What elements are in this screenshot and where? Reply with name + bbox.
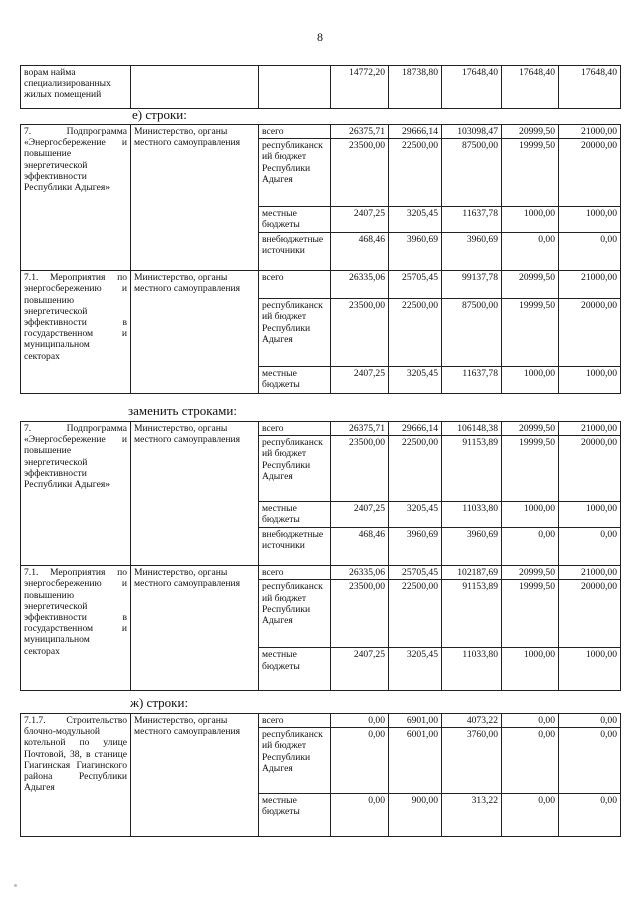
value-cell: 26335,06 xyxy=(331,566,389,580)
value-cell: 3960,69 xyxy=(389,528,442,566)
value-cell: 20999,50 xyxy=(502,125,559,139)
value-cell: 23500,00 xyxy=(331,436,389,502)
value-cell: 22500,00 xyxy=(389,299,442,367)
value-cell: 900,00 xyxy=(389,794,442,837)
continued-table-fragment xyxy=(20,65,621,109)
value-cell: 20999,50 xyxy=(502,422,559,436)
value-cell: 1000,00 xyxy=(559,648,621,691)
source-cell: местные бюджеты xyxy=(259,502,331,528)
value-cell: 0,00 xyxy=(502,794,559,837)
value-cell: 25705,45 xyxy=(389,566,442,580)
value-cell: 1000,00 xyxy=(502,648,559,691)
program-cell: ворам найма специализированных жилых помещений xyxy=(21,66,131,109)
value-cell: 20000,00 xyxy=(559,436,621,502)
value-cell: 106148,38 xyxy=(442,422,502,436)
source-cell: всего xyxy=(259,125,331,139)
value-cell: 21000,00 xyxy=(559,125,621,139)
value-cell: 21000,00 xyxy=(559,422,621,436)
value-cell: 2407,25 xyxy=(331,207,389,233)
value-cell: 11033,80 xyxy=(442,502,502,528)
section-label-replace: заменить строками: xyxy=(128,403,237,418)
program-cell: 7.1. Мероприятия по энергосбережению и повышению энергетической эффективности в государственном и муниципальном секторах xyxy=(21,566,131,691)
value-cell: 20999,50 xyxy=(502,271,559,299)
value-cell: 17648,40 xyxy=(559,66,621,109)
value-cell: 6001,00 xyxy=(389,728,442,794)
table-row xyxy=(21,125,621,139)
executor-cell: Министерство, органы местного самоуправления xyxy=(131,422,259,566)
value-cell: 19999,50 xyxy=(502,139,559,207)
value-cell: 99137,78 xyxy=(442,271,502,299)
section-label-e: е) строки: xyxy=(132,107,187,122)
source-cell: республиканский бюджет Республики Адыгея xyxy=(259,139,331,207)
section-label-zh: ж) строки: xyxy=(130,695,189,710)
value-cell: 87500,00 xyxy=(442,299,502,367)
value-cell: 0,00 xyxy=(502,233,559,271)
value-cell: 22500,00 xyxy=(389,139,442,207)
value-cell: 19999,50 xyxy=(502,436,559,502)
value-cell: 11033,80 xyxy=(442,648,502,691)
value-cell: 25705,45 xyxy=(389,271,442,299)
value-cell: 91153,89 xyxy=(442,436,502,502)
value-cell: 0,00 xyxy=(331,728,389,794)
replacement-table xyxy=(20,421,621,691)
block-zh-table xyxy=(20,713,621,837)
value-cell: 2407,25 xyxy=(331,502,389,528)
executor-cell: Министерство, органы местного самоуправления xyxy=(131,125,259,271)
value-cell: 11637,78 xyxy=(442,367,502,394)
value-cell: 103098,47 xyxy=(442,125,502,139)
program-cell: 7. Подпрограмма «Энергосбережение и повышение энергетической эффективности Республики Адыгея» xyxy=(21,125,131,271)
value-cell: 1000,00 xyxy=(502,207,559,233)
value-cell: 3205,45 xyxy=(389,207,442,233)
source-cell: республиканский бюджет Республики Адыгея xyxy=(259,580,331,648)
value-cell: 1000,00 xyxy=(502,367,559,394)
value-cell: 22500,00 xyxy=(389,436,442,502)
value-cell: 0,00 xyxy=(559,528,621,566)
value-cell: 20000,00 xyxy=(559,580,621,648)
value-cell: 3960,69 xyxy=(389,233,442,271)
program-cell: 7.1.7. Строительство блочно-модульной котельной по улице Почтовой, 38, в станице Гиагинская Гиагинского района Республики Адыгея xyxy=(21,714,131,837)
value-cell: 19999,50 xyxy=(502,299,559,367)
value-cell: 20000,00 xyxy=(559,299,621,367)
value-cell: 3205,45 xyxy=(389,367,442,394)
value-cell: 0,00 xyxy=(559,794,621,837)
value-cell: 87500,00 xyxy=(442,139,502,207)
source-cell: местные бюджеты xyxy=(259,367,331,394)
value-cell: 468,46 xyxy=(331,233,389,271)
value-cell: 0,00 xyxy=(559,728,621,794)
value-cell: 4073,22 xyxy=(442,714,502,728)
value-cell: 2407,25 xyxy=(331,648,389,691)
value-cell: 3960,69 xyxy=(442,528,502,566)
value-cell: 11637,78 xyxy=(442,207,502,233)
source-cell: республиканский бюджет Республики Адыгея xyxy=(259,728,331,794)
value-cell: 0,00 xyxy=(502,714,559,728)
value-cell: 0,00 xyxy=(502,528,559,566)
value-cell: 17648,40 xyxy=(442,66,502,109)
program-cell: 7. Подпрограмма «Энергосбережение и повышение энергетической эффективности Республики Адыгея» xyxy=(21,422,131,566)
source-cell: местные бюджеты xyxy=(259,207,331,233)
source-cell: всего xyxy=(259,566,331,580)
value-cell: 3205,45 xyxy=(389,648,442,691)
value-cell: 14772,20 xyxy=(331,66,389,109)
value-cell: 0,00 xyxy=(502,728,559,794)
value-cell: 313,22 xyxy=(442,794,502,837)
value-cell: 26335,06 xyxy=(331,271,389,299)
value-cell: 26375,71 xyxy=(331,422,389,436)
table-row xyxy=(21,422,621,436)
value-cell: 21000,00 xyxy=(559,271,621,299)
value-cell: 0,00 xyxy=(331,794,389,837)
value-cell: 0,00 xyxy=(559,714,621,728)
value-cell: 2407,25 xyxy=(331,367,389,394)
value-cell: 20999,50 xyxy=(502,566,559,580)
table-row xyxy=(21,714,621,728)
value-cell: 0,00 xyxy=(331,714,389,728)
source-cell: республиканский бюджет Республики Адыгея xyxy=(259,299,331,367)
value-cell: 23500,00 xyxy=(331,580,389,648)
value-cell: 21000,00 xyxy=(559,566,621,580)
value-cell: 91153,89 xyxy=(442,580,502,648)
value-cell: 23500,00 xyxy=(331,139,389,207)
value-cell: 1000,00 xyxy=(559,367,621,394)
source-cell: внебюджетные источники xyxy=(259,233,331,271)
source-cell: местные бюджеты xyxy=(259,794,331,837)
source-cell: местные бюджеты xyxy=(259,648,331,691)
source-cell xyxy=(259,66,331,109)
value-cell: 1000,00 xyxy=(502,502,559,528)
table-row xyxy=(21,566,621,580)
value-cell: 3760,00 xyxy=(442,728,502,794)
source-cell: внебюджетные источники xyxy=(259,528,331,566)
value-cell: 1000,00 xyxy=(559,207,621,233)
executor-cell: Министерство, органы местного самоуправления xyxy=(131,566,259,691)
value-cell: 17648,40 xyxy=(502,66,559,109)
source-cell: всего xyxy=(259,422,331,436)
source-cell: республиканский бюджет Республики Адыгея xyxy=(259,436,331,502)
program-cell: 7.1. Мероприятия по энергосбережению и повышению энергетической эффективности в государственном и муниципальном секторах xyxy=(21,271,131,394)
table-row xyxy=(21,66,621,109)
executor-cell xyxy=(131,66,259,109)
page-number: 8 xyxy=(317,30,323,44)
value-cell: 23500,00 xyxy=(331,299,389,367)
value-cell: 6901,00 xyxy=(389,714,442,728)
value-cell: 19999,50 xyxy=(502,580,559,648)
value-cell: 3205,45 xyxy=(389,502,442,528)
scan-artifact xyxy=(14,884,17,887)
source-cell: всего xyxy=(259,271,331,299)
block-e-table xyxy=(20,124,621,394)
executor-cell: Министерство, органы местного самоуправления xyxy=(131,714,259,837)
value-cell: 468,46 xyxy=(331,528,389,566)
value-cell: 29666,14 xyxy=(389,125,442,139)
value-cell: 1000,00 xyxy=(559,502,621,528)
value-cell: 22500,00 xyxy=(389,580,442,648)
executor-cell: Министерство, органы местного самоуправления xyxy=(131,271,259,394)
value-cell: 26375,71 xyxy=(331,125,389,139)
source-cell: всего xyxy=(259,714,331,728)
value-cell: 0,00 xyxy=(559,233,621,271)
value-cell: 29666,14 xyxy=(389,422,442,436)
value-cell: 18738,80 xyxy=(389,66,442,109)
value-cell: 3960,69 xyxy=(442,233,502,271)
value-cell: 20000,00 xyxy=(559,139,621,207)
table-row xyxy=(21,271,621,299)
value-cell: 102187,69 xyxy=(442,566,502,580)
